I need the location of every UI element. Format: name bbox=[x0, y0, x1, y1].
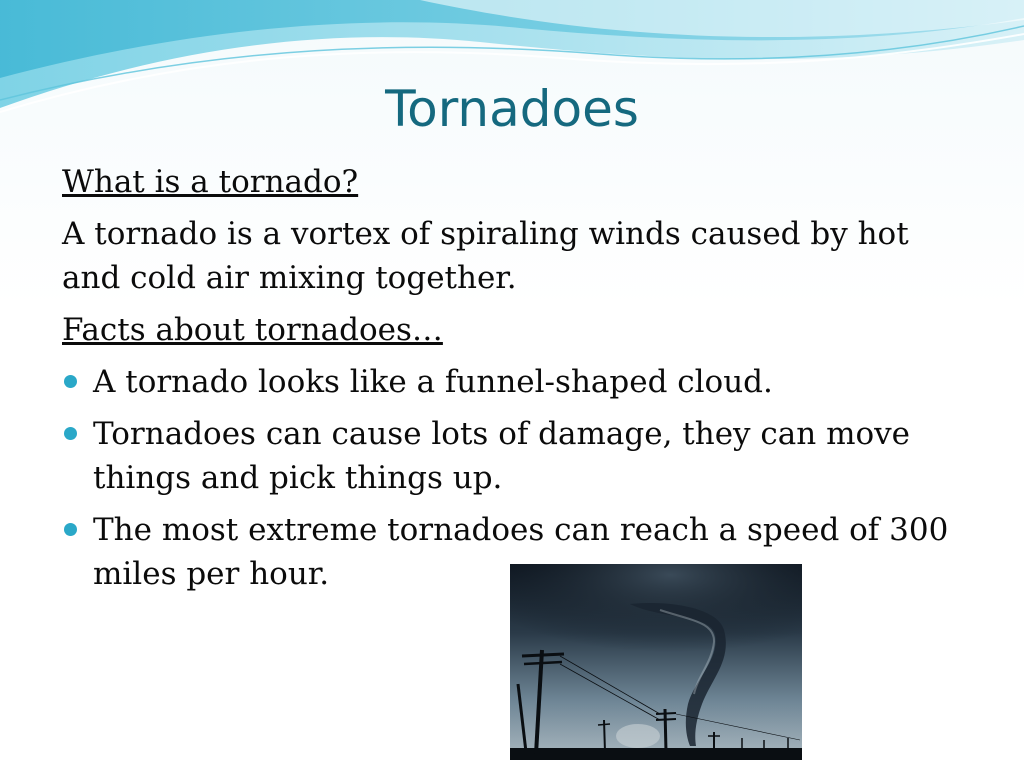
slide-body bbox=[62, 160, 962, 604]
bullet-dot-icon bbox=[64, 523, 77, 536]
bullet-dot-icon bbox=[64, 427, 77, 440]
fact-text: The most extreme tornadoes can reach a speed of 300 miles per hour. bbox=[93, 512, 949, 592]
tornado-photo bbox=[510, 564, 802, 760]
question-heading: What is a tornado? bbox=[62, 164, 359, 200]
facts-list bbox=[62, 360, 962, 596]
slide-title: Tornadoes bbox=[385, 80, 639, 138]
fact-item bbox=[62, 360, 962, 404]
bullet-dot-icon bbox=[64, 375, 77, 388]
facts-heading: Facts about tornadoes… bbox=[62, 312, 443, 348]
fact-text: A tornado looks like a funnel-shaped cloud. bbox=[93, 364, 773, 400]
fact-text: Tornadoes can cause lots of damage, they can move things and pick things up. bbox=[93, 416, 911, 496]
fact-item bbox=[62, 412, 962, 500]
definition-text: A tornado is a vortex of spiraling winds caused by hot and cold air mixing together. bbox=[62, 216, 909, 296]
